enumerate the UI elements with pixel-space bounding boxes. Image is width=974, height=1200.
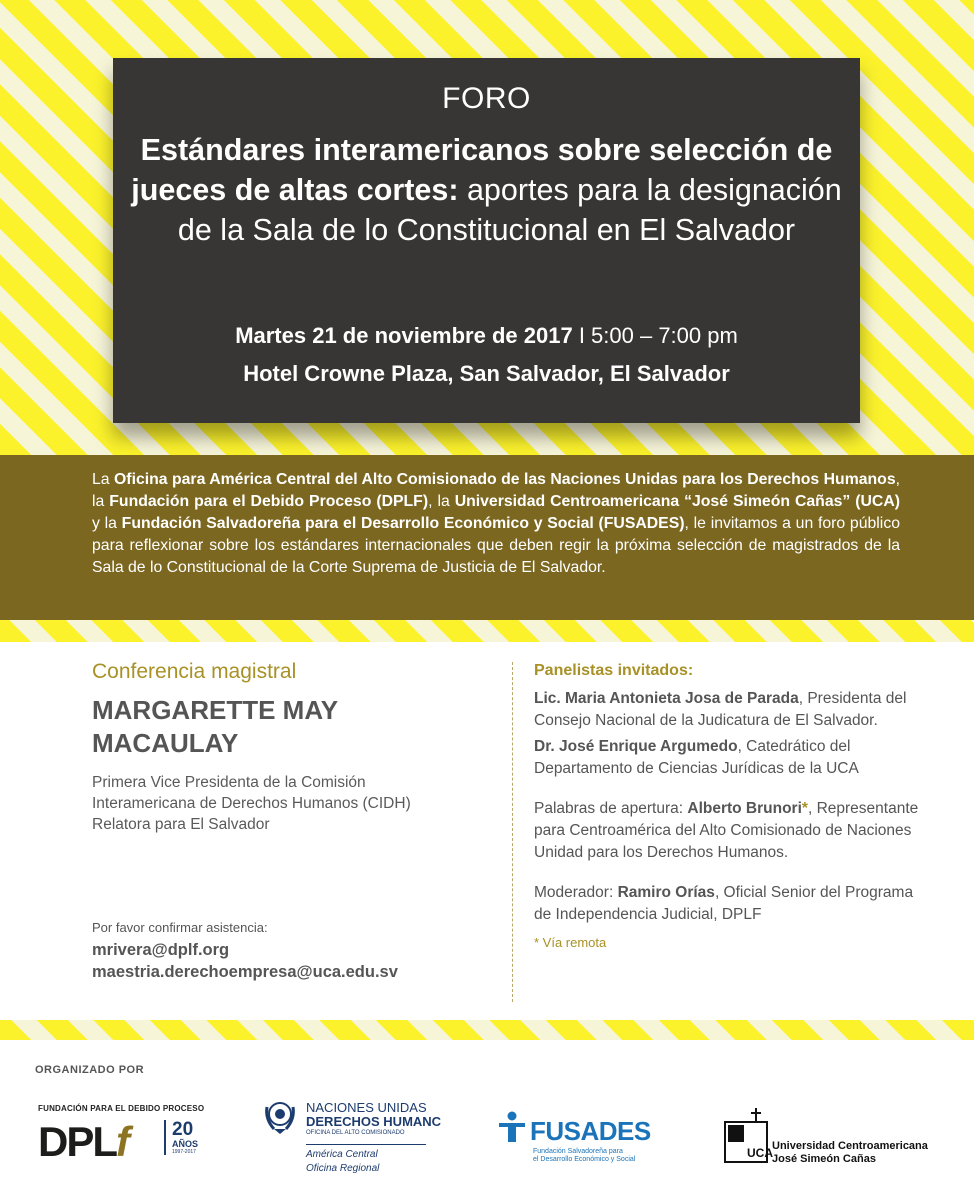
dplf-logo	[38, 1104, 208, 1166]
organizer-un-office: Oficina para América Central del Alto Comisionado de las Naciones Unidas para los Derechos Humanos	[114, 471, 896, 488]
invitation-text-part: y la	[92, 515, 122, 532]
panelist-role: , Presidenta del Consejo Nacional de la Judicatura de El Salvador.	[534, 690, 907, 729]
moderator	[534, 882, 924, 926]
fusades-logo	[497, 1108, 667, 1168]
rsvp-section	[92, 920, 492, 983]
keynote-speaker-title	[92, 772, 492, 835]
fusades-logo-word: FUSADES	[530, 1116, 651, 1146]
dplf-anniversary-years: 1997-2017	[172, 1149, 196, 1155]
rsvp-email-dplf[interactable]: mrivera@dplf.org	[92, 941, 230, 959]
uca-logo-line: José Simeón Cañas	[772, 1153, 876, 1165]
uca-logo	[724, 1108, 944, 1168]
dplf-letters: DPL	[38, 1118, 116, 1165]
rsvp-label: Por favor confirmar asistencia:	[92, 920, 268, 935]
un-human-rights-logo	[262, 1097, 442, 1177]
dplf-anniversary-badge	[164, 1120, 198, 1155]
event-date-line	[113, 323, 860, 349]
invitation-text-part: , la	[428, 493, 455, 510]
uca-cross-emblem-icon	[724, 1108, 773, 1164]
opening-speaker-name: Alberto Brunori	[687, 800, 802, 817]
panelist-role: , Catedrático del Departamento de Ciencias Jurídicas de la UCA	[534, 738, 859, 777]
dplf-anniversary-label: AÑOS	[172, 1139, 199, 1149]
keynote-speaker-name	[92, 694, 492, 760]
moderator-role: , Oficial Senior del Programa de Independencia Judicial, DPLF	[534, 884, 914, 923]
event-header-box	[113, 58, 860, 423]
opening-remarks	[534, 798, 924, 864]
panelist-parada	[534, 688, 924, 732]
moderator-prefix: Moderador:	[534, 884, 618, 901]
un-laurel-icon	[262, 1097, 298, 1137]
speaker-name-line: MACAULAY	[92, 728, 239, 758]
event-time: I 5:00 – 7:00 pm	[578, 323, 738, 348]
organizer-uca: Universidad Centroamericana “José Simeón Cañas” (UCA)	[454, 493, 900, 510]
moderator-name: Ramiro Orías	[617, 884, 715, 901]
event-type-label: FORO	[442, 82, 531, 115]
speaker-title-line: Primera Vice Presidenta de la Comisión	[92, 774, 366, 791]
fusades-logo-caption: el Desarrollo Económico y Social	[533, 1156, 636, 1163]
remote-note: * Vía remota	[534, 935, 607, 950]
panel-section	[534, 660, 924, 954]
invitation-text	[92, 469, 900, 579]
event-title	[123, 130, 850, 250]
column-divider	[512, 662, 513, 1002]
invitation-text-part: , la	[92, 471, 901, 510]
dplf-logo-word	[38, 1118, 128, 1166]
fusades-logo-caption: Fundación Salvadoreña para	[533, 1148, 623, 1155]
uca-mark-letters: UCA	[747, 1146, 773, 1160]
dplf-anniversary-number: 20	[172, 1119, 194, 1140]
un-logo-line: OFICINA DEL ALTO COMISIONADO	[306, 1130, 405, 1136]
organizers-label: ORGANIZADO POR	[35, 1064, 145, 1076]
keynote-label: Conferencia magistral	[92, 660, 297, 683]
panelist-argumedo	[534, 736, 924, 780]
un-logo-rule	[306, 1144, 426, 1145]
dplf-logo-caption: FUNDACIÓN PARA EL DEBIDO PROCESO	[38, 1104, 205, 1113]
opening-prefix: Palabras de apertura:	[534, 800, 688, 817]
striped-divider-bottom	[0, 1020, 974, 1040]
remote-asterisk: *	[801, 800, 808, 817]
event-venue: Hotel Crowne Plaza, San Salvador, El Salvador	[243, 361, 730, 386]
panelist-name: Dr. José Enrique Argumedo	[534, 738, 738, 755]
un-logo-line: DERECHOS HUMANC	[306, 1114, 442, 1129]
invitation-text-part: , le invitamos a un foro público para reflexionar sobre los estándares internacionales que deben regir la próxima selección de magistrados de la Sala de lo Constitucional de la Corte Suprema de Justicia de El Salvador.	[92, 515, 900, 576]
organizer-dplf: Fundación para el Debido Proceso (DPLF)	[109, 493, 429, 510]
un-logo-line: América Central	[306, 1149, 378, 1160]
invitation-text-part: La	[92, 471, 115, 488]
organizer-fusades: Fundación Salvadoreña para el Desarrollo Económico y Social (FUSADES)	[121, 515, 685, 532]
uca-logo-line: Universidad Centroamericana	[772, 1140, 928, 1152]
speaker-name-line: MARGARETTE MAY	[92, 695, 339, 725]
rsvp-email-uca[interactable]: maestria.derechoempresa@uca.edu.sv	[92, 963, 398, 981]
event-date: Martes 21 de noviembre de 2017	[235, 323, 573, 348]
fusades-figure-icon	[497, 1111, 527, 1143]
un-logo-line: Oficina Regional	[306, 1163, 380, 1174]
speaker-title-line: Relatora para El Salvador	[92, 816, 270, 833]
keynote-section	[92, 660, 492, 835]
un-logo-line: NACIONES UNIDAS	[306, 1100, 427, 1115]
striped-divider-middle	[0, 620, 974, 642]
speaker-title-line: Interamericana de Derechos Humanos (CIDH)	[92, 795, 411, 812]
panel-heading: Panelistas invitados:	[534, 662, 694, 679]
event-title-light: aportes para la designación de la Sala de lo Constitucional en El Salvador	[177, 173, 842, 247]
event-title-bold: Estándares interamericanos sobre selección de jueces de altas cortes:	[131, 133, 833, 207]
panelist-name: Lic. Maria Antonieta Josa de Parada	[534, 690, 799, 707]
invitation-band	[0, 455, 974, 620]
opening-speaker-role: , Representante para Centroamérica del Alto Comisionado de Naciones Unidad para los Derechos Humanos.	[534, 800, 919, 861]
dplf-f-letter: f	[116, 1118, 128, 1165]
